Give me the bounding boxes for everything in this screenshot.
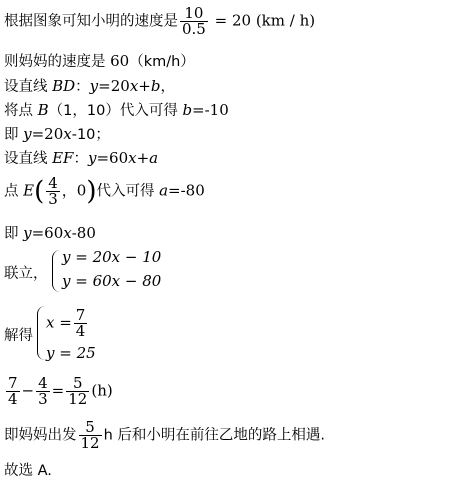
speed-mom-text: 则妈妈的速度是 bbox=[4, 54, 111, 70]
equals-sign: = bbox=[51, 381, 65, 400]
conclusion-line bbox=[4, 420, 325, 451]
left-brace bbox=[52, 250, 61, 292]
point-b: B bbox=[37, 101, 49, 119]
fraction-denominator: 4 bbox=[75, 322, 86, 340]
x-lhs: x = bbox=[46, 313, 72, 332]
speed-xiaoming-result: = 20 (km / h) bbox=[209, 11, 316, 30]
speed-mom-line bbox=[4, 52, 195, 71]
minus-sign: − bbox=[21, 381, 35, 400]
colon: ： bbox=[75, 79, 90, 95]
var-y: y bbox=[87, 149, 97, 167]
fraction-numerator: 4 bbox=[38, 374, 48, 392]
ji-label: 即 bbox=[4, 226, 24, 242]
fraction-numerator: 4 bbox=[48, 174, 58, 192]
fraction-7-over-4 bbox=[74, 308, 88, 339]
coef: =20 bbox=[98, 77, 130, 95]
line-bd-label: 设直线 bbox=[4, 79, 53, 95]
ji-label: 即 bbox=[4, 127, 24, 143]
constant: -10； bbox=[71, 127, 110, 143]
b-value: =-10 bbox=[192, 101, 229, 119]
left-paren: ( bbox=[34, 176, 45, 207]
coef: =20 bbox=[31, 125, 64, 143]
speed-xiaoming-text: 根据图象可知小明的速度是 bbox=[4, 13, 178, 30]
line-ef-name: EF bbox=[52, 149, 74, 167]
plus: + bbox=[136, 149, 150, 167]
fraction-denominator: 0.5 bbox=[182, 20, 206, 38]
fraction-5-over-12 bbox=[79, 420, 102, 451]
point-e: E bbox=[23, 181, 35, 200]
final-answer-line bbox=[4, 461, 52, 480]
left-brace bbox=[37, 306, 46, 360]
plus: + bbox=[138, 77, 151, 95]
coef: =60 bbox=[31, 224, 64, 242]
point-e-y: ，0 bbox=[61, 181, 87, 200]
var-x: x bbox=[128, 149, 137, 167]
line-ef-setup bbox=[4, 149, 158, 168]
substitute-text: 代入可得 bbox=[96, 183, 160, 200]
system2-equation-2: y = 25 bbox=[46, 344, 96, 362]
system1-equation-1: y = 20x − 10 bbox=[62, 248, 162, 266]
var-b: b bbox=[182, 101, 193, 119]
fraction-7-over-4 bbox=[6, 376, 20, 407]
constant: -80 bbox=[71, 224, 96, 242]
fraction-numerator: 7 bbox=[8, 374, 18, 392]
line-bd-name: BD bbox=[52, 77, 76, 95]
var-y: y bbox=[89, 77, 99, 95]
var-y: y bbox=[23, 224, 32, 242]
substitute-text: （1，10）代入可得 bbox=[48, 103, 183, 119]
fraction-denominator: 12 bbox=[68, 390, 88, 408]
system2-equation-1 bbox=[46, 308, 89, 339]
substitute-label: 将点 bbox=[4, 103, 38, 119]
fraction-numerator: 5 bbox=[66, 376, 89, 392]
right-paren: ) bbox=[86, 176, 97, 207]
conclusion-text-start: 即妈妈出发 bbox=[4, 427, 77, 444]
final-answer-text: 故选 A. bbox=[4, 463, 52, 479]
substitute-e-line bbox=[4, 176, 205, 207]
fraction-10-over-0.5 bbox=[180, 6, 208, 37]
lianli-label: 联立， bbox=[4, 266, 48, 282]
fraction-denominator: 3 bbox=[38, 390, 48, 408]
coef: =60 bbox=[96, 149, 129, 167]
speed-mom-unit: （km/h） bbox=[129, 54, 195, 70]
system1-equation-2: y = 60x − 80 bbox=[62, 272, 162, 290]
fraction-denominator: 4 bbox=[8, 390, 18, 408]
line-bd-setup bbox=[4, 77, 175, 96]
speed-mom-value: 60 bbox=[110, 52, 130, 70]
fraction-5-over-12 bbox=[66, 376, 89, 407]
var-x: x bbox=[63, 224, 72, 242]
point-label: 点 bbox=[4, 183, 24, 200]
equation-system-2 bbox=[4, 304, 224, 362]
time-calculation-line bbox=[4, 376, 113, 407]
fraction-numerator: 7 bbox=[75, 306, 86, 324]
var-a: a bbox=[149, 149, 159, 167]
var-y: y bbox=[23, 125, 32, 143]
comma: ， bbox=[160, 79, 175, 95]
substitute-b-line bbox=[4, 101, 229, 120]
var-a: a bbox=[159, 181, 169, 200]
line-ef-label: 设直线 bbox=[4, 151, 53, 167]
fraction-4-over-3 bbox=[46, 176, 60, 207]
equation-system-1 bbox=[4, 248, 224, 296]
speed-xiaoming-line bbox=[4, 6, 315, 37]
fraction-denominator: 12 bbox=[80, 434, 100, 452]
var-x: x bbox=[63, 125, 72, 143]
conclusion-text-end: h 后和小明在前往乙地的路上相遇. bbox=[103, 427, 326, 444]
fraction-4-over-3 bbox=[36, 376, 50, 407]
bd-equation-line bbox=[4, 125, 110, 144]
var-b: b bbox=[150, 77, 161, 95]
var-x: x bbox=[129, 77, 139, 95]
fraction-denominator: 3 bbox=[48, 190, 58, 208]
a-value: =-80 bbox=[168, 181, 205, 200]
fraction-numerator: 5 bbox=[79, 420, 102, 436]
colon: ： bbox=[73, 151, 88, 167]
fraction-numerator: 10 bbox=[180, 6, 208, 22]
jiede-label: 解得 bbox=[4, 328, 33, 344]
ef-equation-line bbox=[4, 224, 96, 243]
unit-hours: (h) bbox=[91, 381, 113, 400]
